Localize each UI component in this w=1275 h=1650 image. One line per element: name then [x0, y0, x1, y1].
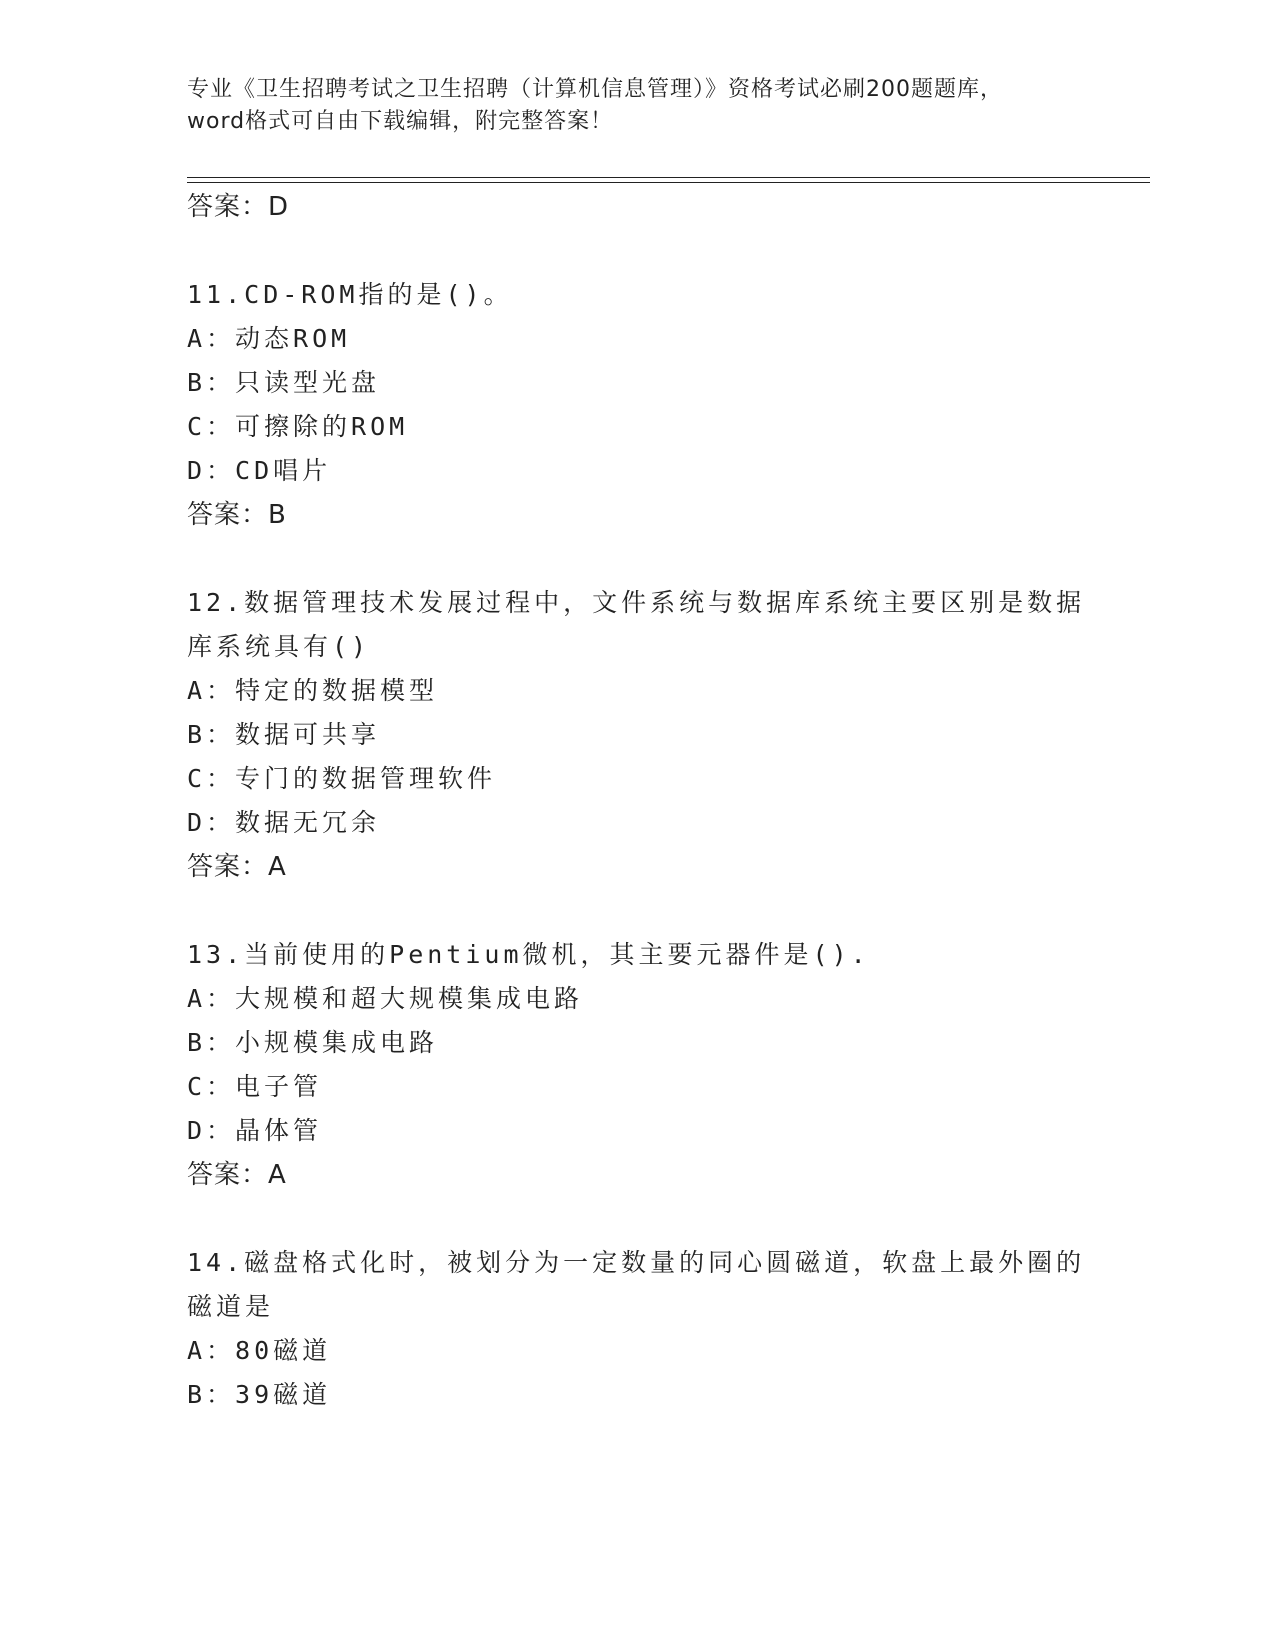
question-13-option-b: B：小规模集成电路: [187, 1028, 439, 1057]
question-13-option-a: A：大规模和超大规模集成电路: [187, 984, 584, 1013]
header-line-1: 专业《卫生招聘考试之卫生招聘（计算机信息管理）》资格考试必刷200题题库，: [187, 77, 1003, 102]
question-14-option-b: B：39磁道: [187, 1380, 332, 1409]
question-12-option-b: B：数据可共享: [187, 720, 381, 749]
question-12-option-a: A：特定的数据模型: [187, 676, 439, 705]
question-13-stem: 13.当前使用的Pentium微机，其主要元器件是().: [187, 940, 870, 969]
question-12-answer: 答案：A: [187, 852, 287, 882]
question-12-option-d: D：数据无冗余: [187, 808, 381, 837]
question-14-stem-line-1: 14.磁盘格式化时，被划分为一定数量的同心圆磁道，软盘上最外圈的: [187, 1248, 1086, 1277]
question-11-stem: 11.CD-ROM指的是()。: [187, 280, 513, 309]
question-11-option-b: B：只读型光盘: [187, 368, 381, 397]
header-rule-top: [187, 177, 1150, 178]
question-11-option-d: D：CD唱片: [187, 456, 332, 485]
question-11-option-c: C：可擦除的ROM: [187, 412, 409, 441]
document-header: [187, 74, 1087, 138]
question-13-option-c: C：电子管: [187, 1072, 323, 1101]
question-14-option-a: A：80磁道: [187, 1336, 332, 1365]
header-rule-bottom: [187, 182, 1150, 183]
question-13-answer: 答案：A: [187, 1160, 287, 1190]
question-11-option-a: A：动态ROM: [187, 324, 351, 353]
previous-answer: 答案：D: [187, 192, 290, 222]
question-12-stem-line-1: 12.数据管理技术发展过程中，文件系统与数据库系统主要区别是数据: [187, 588, 1086, 617]
question-12-stem-line-2: 库系统具有(): [187, 632, 371, 661]
header-line-2: word格式可自由下载编辑，附完整答案！: [187, 109, 614, 134]
question-11-answer: 答案：B: [187, 500, 287, 530]
question-14-stem-line-2: 磁道是: [187, 1292, 275, 1321]
question-12-option-c: C：专门的数据管理软件: [187, 764, 497, 793]
question-13-option-d: D：晶体管: [187, 1116, 323, 1145]
